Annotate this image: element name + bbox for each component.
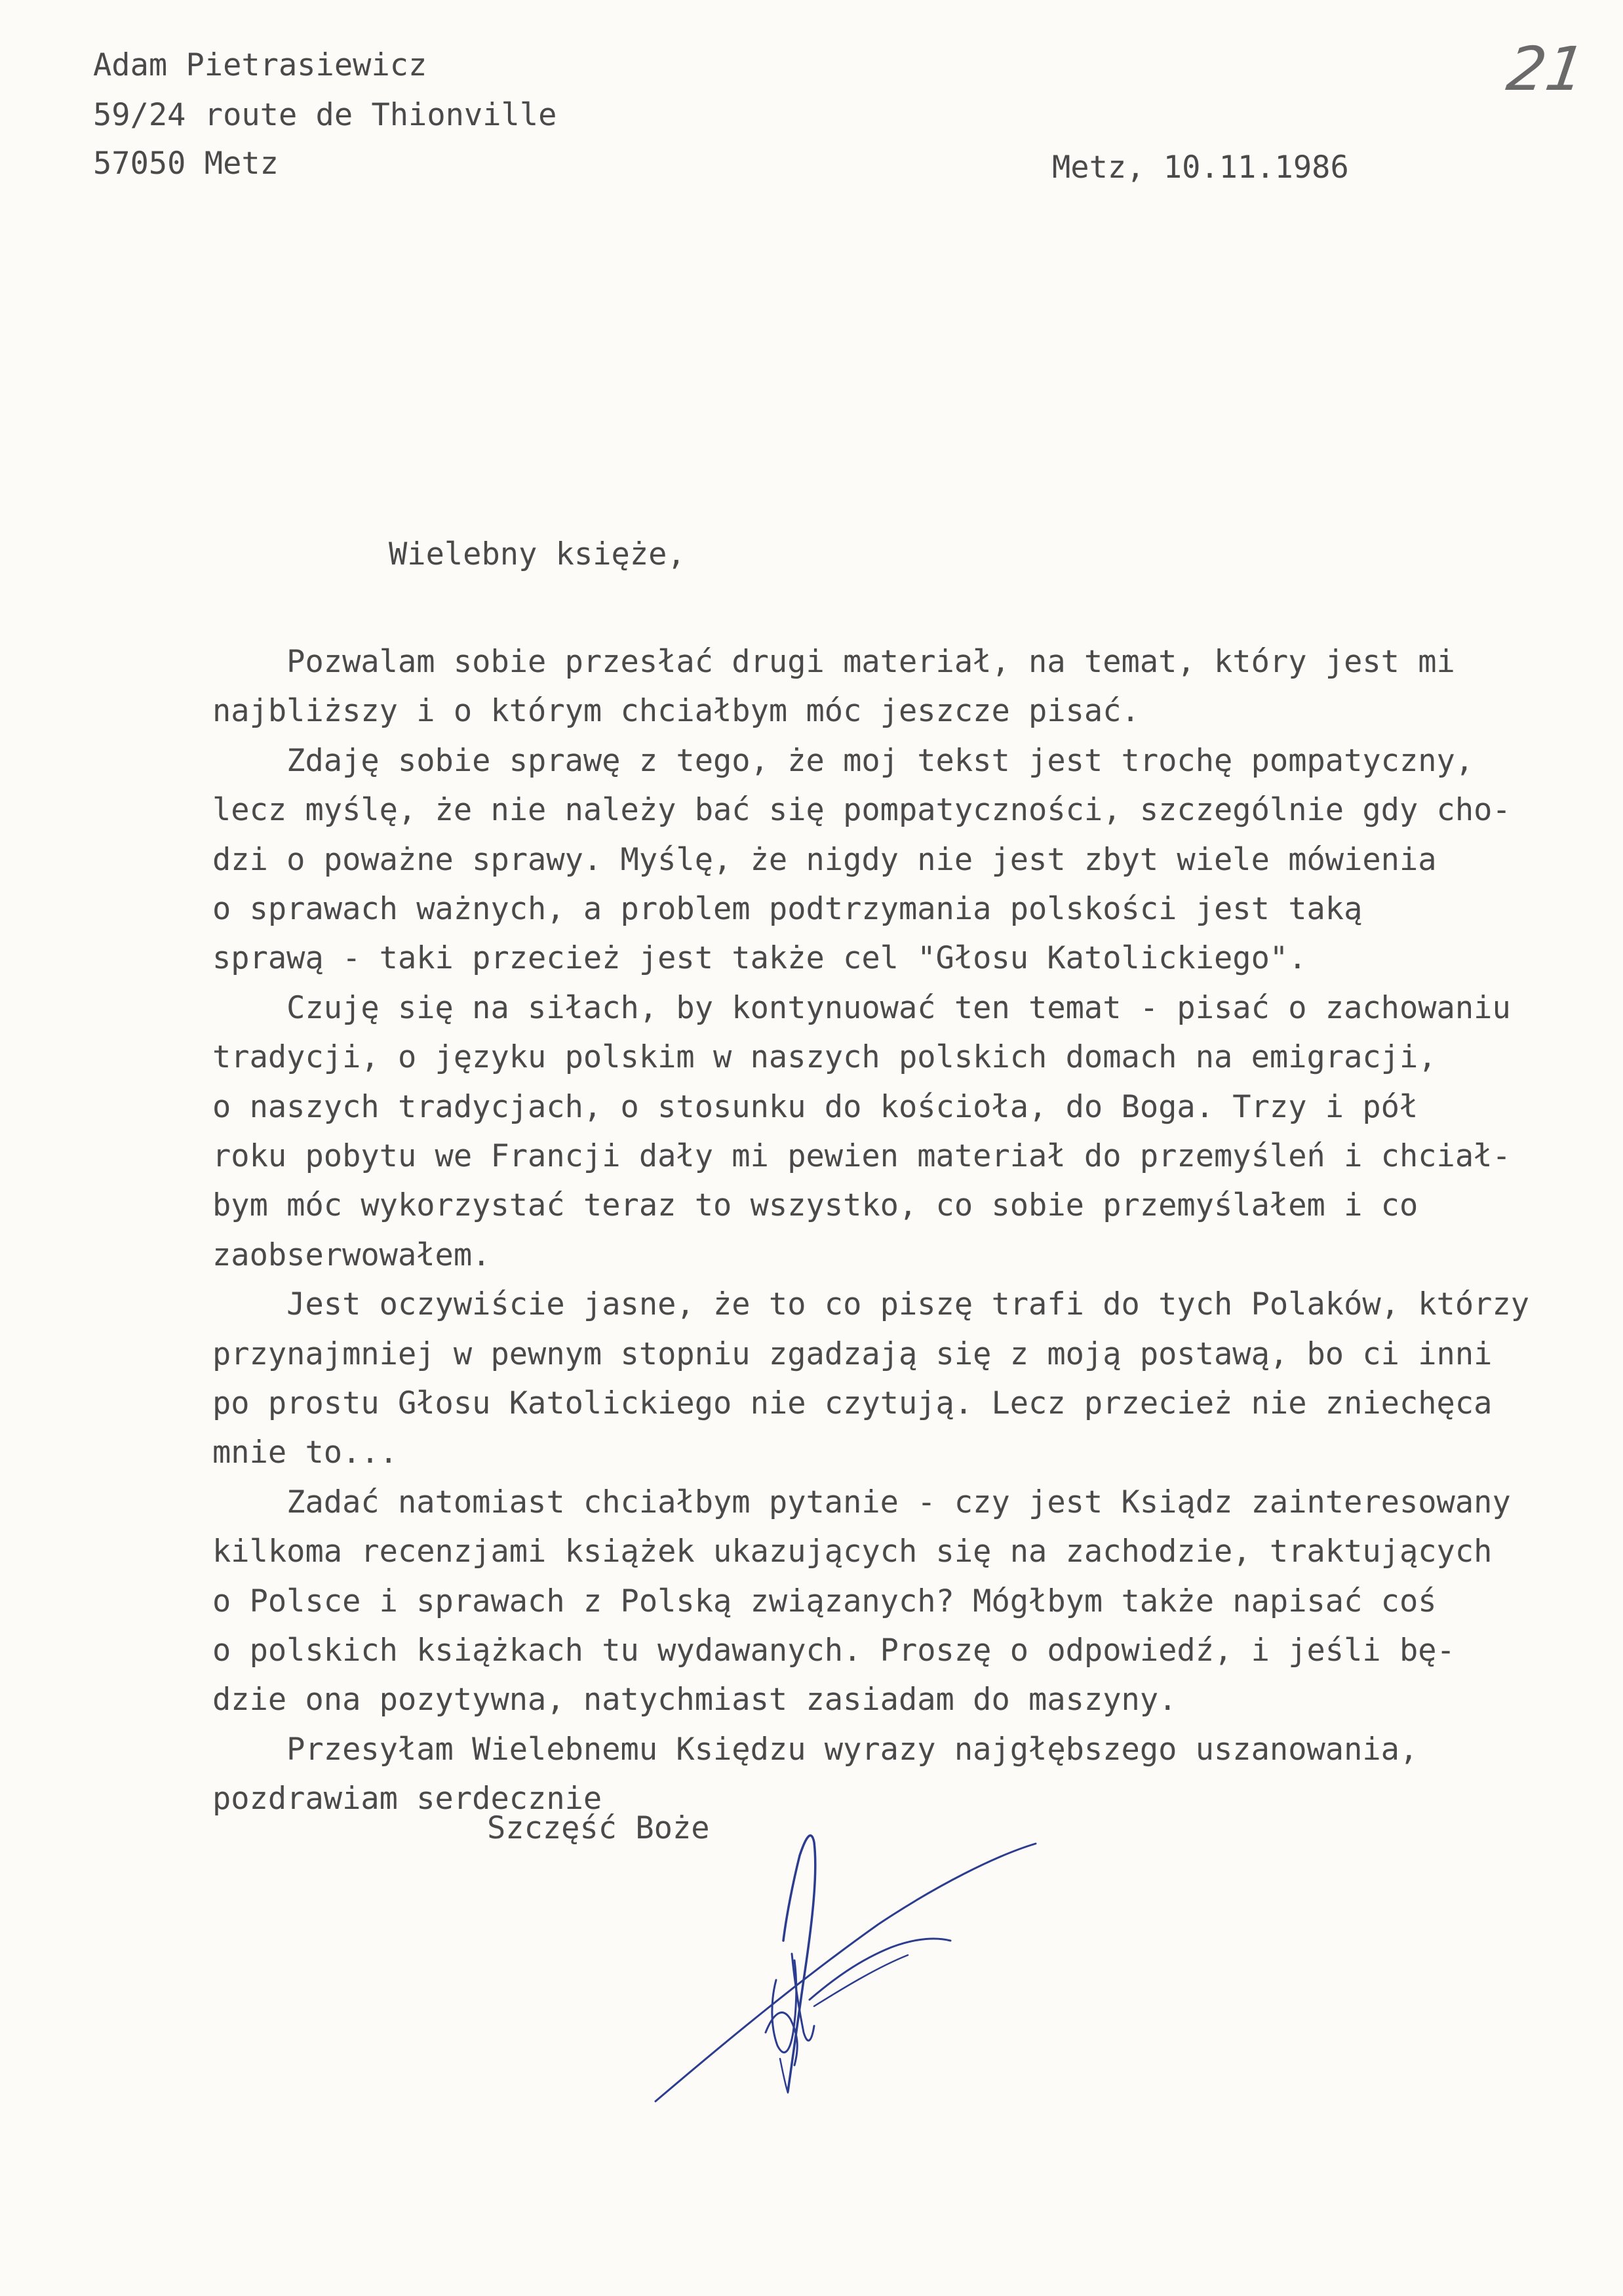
letter-body-line: bym móc wykorzystać teraz to wszystko, co sobie przemyślałem i co — [212, 1187, 1418, 1223]
letter-body-line: dzie ona pozytywna, natychmiast zasiadam do maszyny. — [212, 1682, 1177, 1718]
sender-city: 57050 Metz — [93, 146, 279, 182]
letter-body-line: po prostu Głosu Katolickiego nie czytują. Lecz przecież nie zniechęca — [212, 1385, 1493, 1421]
letter-body-line: tradycji, o języku polskim w naszych polskich domach na emigracji, — [212, 1039, 1437, 1075]
letter-body-line: o polskich książkach tu wydawanych. Proszę o odpowiedź, i jeśli bę- — [212, 1633, 1455, 1669]
handwritten-signature — [642, 1783, 1049, 2124]
letter-body-line: mnie to... — [212, 1435, 398, 1471]
letter-body-line: Przesyłam Wielebnemu Księdzu wyrazy najgłębszego uszanowania, — [212, 1732, 1418, 1768]
letter-body-line: roku pobytu we Francji dały mi pewien materiał do przemyśleń i chciał- — [212, 1138, 1511, 1174]
letter-body-line: Zadać natomiast chciałbym pytanie - czy jest Ksiądz zainteresowany — [212, 1484, 1511, 1520]
letter-body-line: zaobserwowałem. — [212, 1237, 491, 1273]
letter-body-line: Jest oczywiście jasne, że to co piszę trafi do tych Polaków, którzy — [212, 1286, 1530, 1322]
salutation: Wielebny księże, — [389, 536, 686, 572]
letter-body-line: sprawą - taki przecież jest także cel "Głosu Katolickiego". — [212, 940, 1307, 976]
letter-body-line: dzi o poważne sprawy. Myślę, że nigdy nie jest zbyt wiele mówienia — [212, 842, 1437, 878]
letter-body-line: Pozwalam sobie przesłać drugi materiał, na temat, który jest mi — [212, 644, 1455, 680]
letter-body-line: Czuję się na siłach, by kontynuować ten temat - pisać o zachowaniu — [212, 990, 1511, 1026]
letter-body-line: pozdrawiam serdecznie — [212, 1781, 602, 1817]
letter-body-line: lecz myślę, że nie należy bać się pompatyczności, szczególnie gdy cho- — [212, 792, 1511, 828]
letter-body-line: Zdaję sobie sprawę z tego, że moj tekst jest trochę pompatyczny, — [212, 743, 1474, 779]
letter-date: Metz, 10.11.1986 — [1052, 149, 1349, 186]
sender-name: Adam Pietrasiewicz — [93, 47, 427, 83]
handwritten-page-number: 21 — [1502, 34, 1590, 104]
closing-blessing: Szczęść Boże — [487, 1810, 710, 1846]
letter-body-line: o naszych tradycjach, o stosunku do kościoła, do Boga. Trzy i pół — [212, 1089, 1418, 1125]
letter-body-line: kilkoma recenzjami książek ukazujących się na zachodzie, traktujących — [212, 1534, 1493, 1570]
sender-street: 59/24 route de Thionville — [93, 97, 557, 133]
letter-body-line: o Polsce i sprawach z Polską związanych? Mógłbym także napisać coś — [212, 1583, 1437, 1619]
letter-body-line: najbliższy i o którym chciałbym móc jeszcze pisać. — [212, 693, 1140, 729]
letter-body-line: przynajmniej w pewnym stopniu zgadzają się z moją postawą, bo ci inni — [212, 1336, 1493, 1372]
letter-body-line: o sprawach ważnych, a problem podtrzymania polskości jest taką — [212, 891, 1363, 927]
